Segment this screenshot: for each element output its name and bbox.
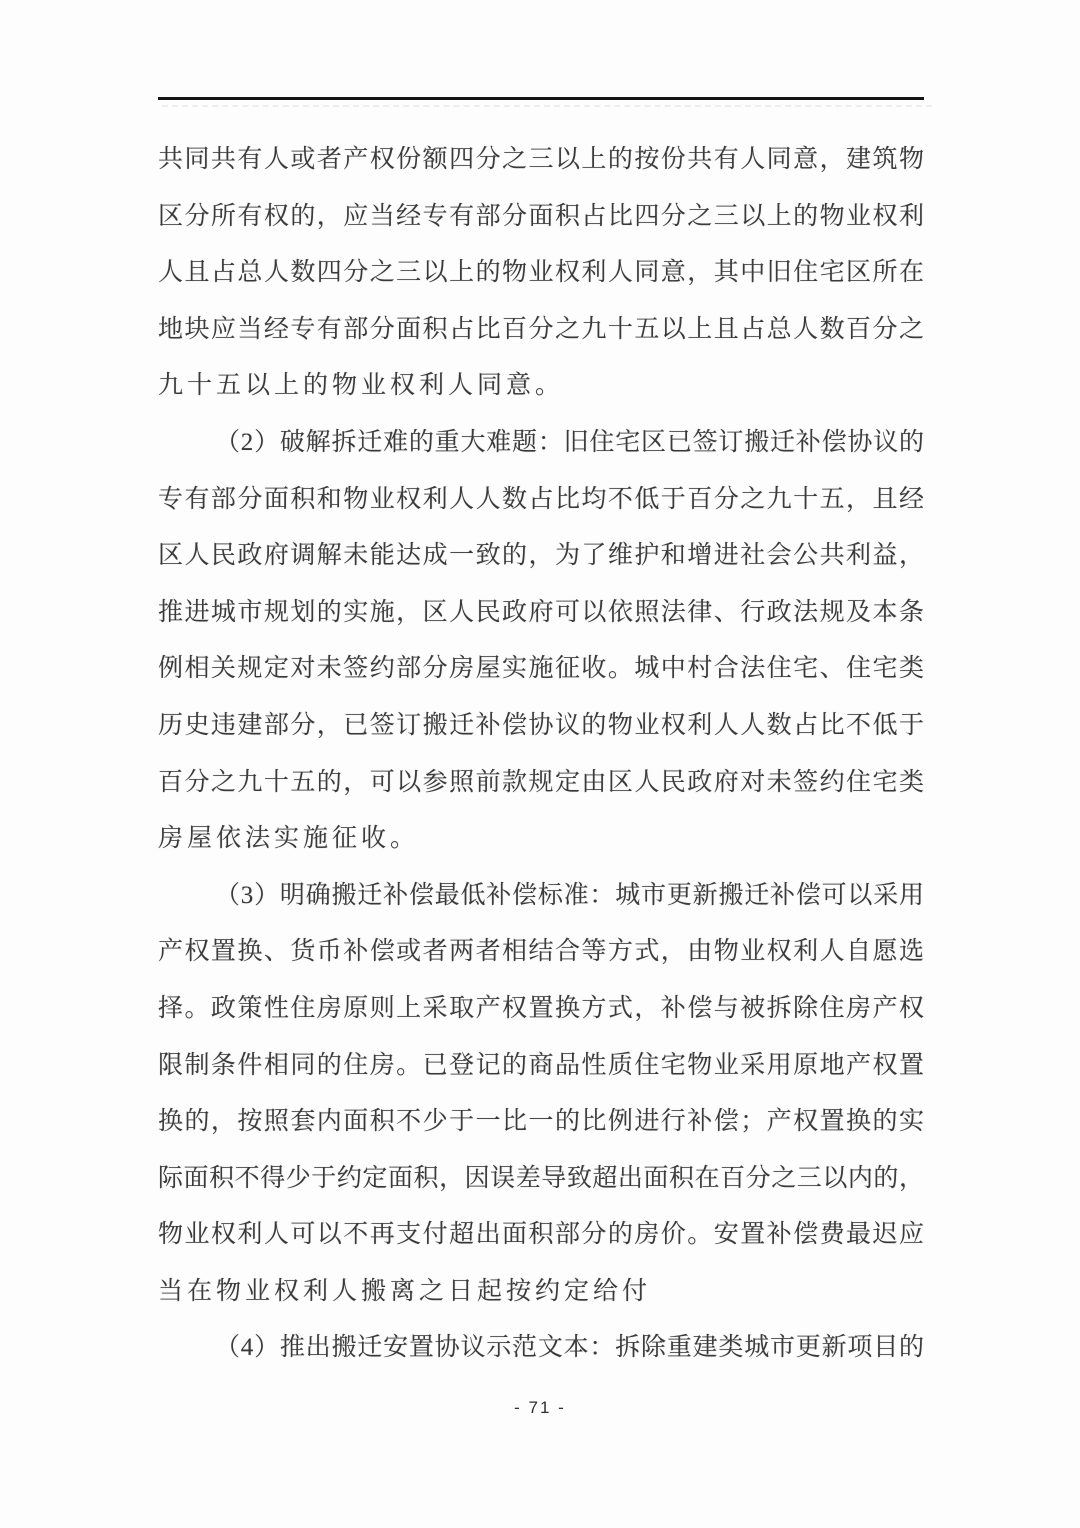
- page-number: - 71 -: [514, 1398, 566, 1417]
- text-line: （2）破解拆迁难的重大难题：旧住宅区已签订搬迁补偿协议的: [215, 428, 924, 456]
- text-line: （4）推出搬迁安置协议示范文本：拆除重建类城市更新项目的: [215, 1334, 924, 1362]
- header-rule-shadow: [162, 105, 932, 107]
- text-line: 房屋依法实施征收。: [158, 825, 420, 853]
- text-line: 人且占总人数四分之三以上的物业权利人同意，其中旧住宅区所在: [158, 259, 924, 287]
- header-rule: [158, 97, 924, 100]
- text-line: 产权置换、货币补偿或者两者相结合等方式，由物业权利人自愿选: [158, 938, 924, 966]
- text-line: 历史违建部分，已签订搬迁补偿协议的物业权利人人数占比不低于: [158, 711, 924, 739]
- text-line: 专有部分面积和物业权利人人数占比均不低于百分之九十五，且经: [158, 485, 924, 513]
- text-line: 际面积不得少于约定面积，因误差导致超出面积在百分之三以内的，: [158, 1164, 924, 1192]
- text-line: 限制条件相同的住房。已登记的商品性质住宅物业采用原地产权置: [158, 1051, 924, 1079]
- text-line: 物业权利人可以不再支付超出面积部分的房价。安置补偿费最迟应: [158, 1221, 924, 1249]
- text-line: 当在物业权利人搬离之日起按约定给付: [158, 1277, 652, 1305]
- document-body: [158, 132, 924, 1377]
- text-line: 推进城市规划的实施，区人民政府可以依照法律、行政法规及本条: [158, 598, 924, 626]
- text-line: 区人民政府调解未能达成一致的，为了维护和增进社会公共利益，: [158, 542, 924, 570]
- text-line: 百分之九十五的，可以参照前款规定由区人民政府对未签约住宅类: [158, 768, 924, 796]
- text-line: （3）明确搬迁补偿最低补偿标准：城市更新搬迁补偿可以采用: [215, 881, 924, 909]
- text-line: 九十五以上的物业权利人同意。: [158, 372, 565, 400]
- text-line: 例相关规定对未签约部分房屋实施征收。城中村合法住宅、住宅类: [158, 655, 924, 683]
- text-line: 择。政策性住房原则上采取产权置换方式，补偿与被拆除住房产权: [158, 994, 924, 1022]
- text-line: 区分所有权的，应当经专有部分面积占比四分之三以上的物业权利: [158, 202, 924, 230]
- text-line: 地块应当经专有部分面积占比百分之九十五以上且占总人数百分之: [158, 315, 924, 343]
- text-line: 换的，按照套内面积不少于一比一的比例进行补偿；产权置换的实: [158, 1108, 924, 1136]
- text-line: 共同共有人或者产权份额四分之三以上的按份共有人同意，建筑物: [158, 146, 924, 173]
